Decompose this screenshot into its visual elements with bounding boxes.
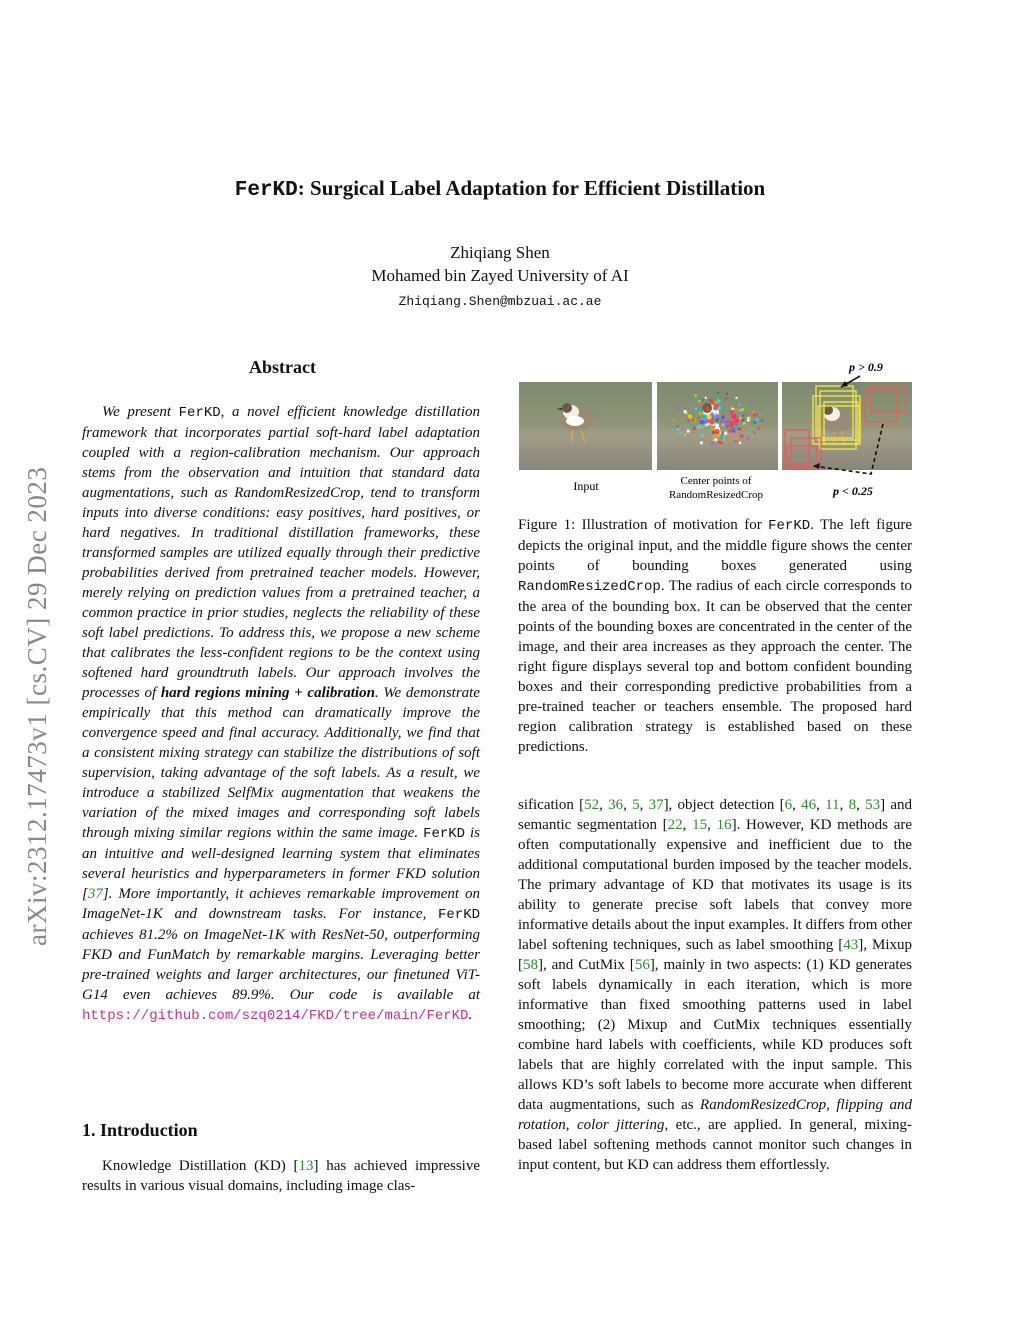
center-point-dot — [716, 395, 719, 398]
center-point-dot — [698, 417, 700, 419]
center-point-dot — [733, 425, 736, 428]
citation-link[interactable]: 11 — [825, 797, 840, 813]
center-point-dot — [700, 441, 703, 444]
section-heading-introduction: 1. Introduction — [82, 1120, 198, 1140]
label-p-low: p < 0.25 — [833, 484, 873, 498]
center-point-dot — [698, 400, 700, 402]
center-point-dot — [702, 405, 705, 408]
italic-term: flipping and rotation — [518, 1097, 913, 1133]
center-point-dot — [739, 442, 742, 445]
citation-link[interactable]: 37 — [87, 886, 103, 902]
citation-link[interactable]: 37 — [648, 797, 664, 813]
center-point-dot — [698, 411, 702, 415]
label-input: Input — [573, 479, 599, 493]
center-point-dot — [673, 426, 676, 429]
center-point-dot — [689, 422, 693, 426]
author-name: Zhiqiang Shen — [450, 243, 550, 262]
center-point-dot — [730, 410, 733, 413]
center-point-dot — [703, 414, 708, 419]
citation-link[interactable]: 36 — [608, 797, 624, 813]
center-point-dot — [743, 422, 746, 425]
center-point-dot — [701, 399, 703, 401]
arxiv-stamp: arXiv:2312.17473v1 [cs.CV] 29 Dec 2023 — [22, 466, 52, 946]
abstract-body: We present FerKD, a novel efficient knowledge distillation framework that incorporates partial soft-hard label adaptation coupled with a region-calibration mechanism. Our approach stems from the observation and intuition that standard data augmentations, such as RandomResizedCrop, tend to transform inputs into diverse conditions: easy positives, hard positives, or hard negatives. In traditional distillation frameworks, these transformed samples are utilized equally through their predictive probabilities derived from pretrained teacher models. However, merely relying on prediction values from a pretrained teacher, a common practice in prior studies, neglects the reliability of these soft label predictions. To address this, we propose a new scheme that calibrates the less-confident regions to be the context using softened hard groundtruth labels. Our approach involves the processes of hard regions mining + calibration. We demonstrate empirically that this method can dramatically improve the convergence speed and final accuracy. Additionally, we find that a consistent mixing strategy can stabilize the distributions of soft supervision, taking advantage of the soft labels. As a result, we introduce a stabilized SelfMix augmentation that weakens the variation of the mixed images and corresponding soft labels through mixing similar regions within the same image. FerKD is an intuitive and well-designed learning system that eliminates several heuristics and hyperparameters in former FKD solution [37]. More importantly, it achieves remarkable improvement on ImageNet-1K and downstream tasks. For instance, FerKD achieves 81.2% on ImageNet-1K with ResNet-50, outperforming FKD and FunMatch by remarkable margins. Leveraging better pre-trained weights and larger architectures, our finetuned ViT-G14 even achieves 89.9%. Our code is available at https://github.com/szq0214/FKD/tree/main/FerKD. — [82, 404, 481, 1024]
center-point-dot — [693, 423, 696, 426]
figure-1 — [515, 358, 915, 508]
citation-link[interactable]: 13 — [298, 1158, 314, 1174]
center-point-dot — [687, 430, 690, 433]
center-point-dot — [756, 418, 759, 421]
citation-link[interactable]: 8 — [848, 797, 857, 813]
center-point-dot — [701, 409, 704, 412]
center-point-dot — [717, 392, 720, 395]
center-point-dot — [705, 397, 707, 399]
citation-link[interactable]: 22 — [667, 817, 683, 833]
center-point-dot — [721, 407, 725, 411]
center-point-dot — [741, 408, 744, 411]
citation-link[interactable]: 6 — [784, 797, 793, 813]
code-term: RandomResizedCrop — [518, 579, 661, 595]
emphasis-text: hard regions mining + calibration — [160, 685, 375, 701]
center-point-dot — [742, 415, 744, 417]
center-point-dot — [740, 434, 743, 437]
center-point-dot — [735, 422, 739, 426]
center-point-dot — [705, 407, 710, 412]
center-point-dot — [705, 419, 709, 423]
center-point-dot — [757, 427, 760, 430]
center-point-dot — [735, 397, 737, 399]
center-point-dot — [731, 437, 734, 440]
center-point-dot — [734, 440, 737, 443]
center-point-dot — [747, 419, 750, 422]
center-point-dot — [738, 404, 740, 406]
center-point-dot — [707, 414, 712, 419]
center-points-panel — [657, 382, 778, 470]
center-point-dot — [722, 398, 725, 401]
center-point-dot — [714, 438, 717, 441]
code-term: FerKD — [423, 826, 466, 842]
center-point-dot — [692, 413, 695, 416]
center-point-dot — [710, 399, 714, 403]
paper-title — [0, 176, 1000, 202]
center-point-dot — [726, 393, 729, 396]
citation-link[interactable]: 43 — [843, 937, 859, 953]
center-point-dot — [677, 407, 679, 409]
center-point-dot — [694, 394, 697, 397]
center-point-dot — [711, 412, 714, 415]
confident-boxes-panel — [782, 376, 912, 474]
center-point-dot — [735, 419, 739, 423]
center-point-dot — [683, 410, 686, 413]
citation-link[interactable]: 5 — [632, 797, 640, 813]
center-point-dot — [753, 413, 756, 416]
center-point-dot — [734, 408, 737, 411]
input-image-panel — [519, 382, 652, 470]
center-point-dot — [711, 442, 714, 445]
center-point-dot — [719, 436, 723, 440]
citation-link[interactable]: 15 — [692, 817, 708, 833]
center-point-dot — [700, 420, 705, 425]
center-point-dot — [761, 420, 763, 422]
center-point-dot — [704, 437, 707, 440]
citation-link[interactable]: 53 — [865, 797, 881, 813]
code-term: FerKD — [768, 518, 811, 534]
center-point-dot — [753, 421, 756, 424]
italic-term: RandomResizedCrop — [700, 1097, 827, 1113]
center-point-dot — [757, 413, 760, 416]
intro-paragraph-1: Knowledge Distillation (KD) [13] has achieved impressive results in various visual domains, including image clas- — [82, 1158, 480, 1194]
center-point-dot — [690, 442, 692, 444]
center-point-dot — [724, 432, 728, 436]
center-point-dot — [752, 411, 755, 414]
center-point-dot — [746, 437, 749, 440]
center-point-dot — [721, 412, 725, 416]
center-point-dot — [676, 425, 678, 427]
center-point-dot — [754, 432, 756, 434]
figure-caption: Figure 1: Illustration of motivation for FerKD. The left figure depicts the original input, and the middle figure shows the center points of bounding boxes generated using RandomResizedCrop. The radius of each circle corresponds to the area of the bounding box. It can be observed that the center points of the bounding boxes are concentrated in the center of the image, and their area increases as they approach the center. The right figure displays several top and bottom confident bounding boxes and their corresponding predictive probabilities from a pre-trained teacher or teachers ensemble. The proposed hard region calibration strategy is established based on these predictions. — [518, 517, 912, 755]
citation-link[interactable]: 16 — [716, 817, 732, 833]
center-point-dot — [677, 428, 680, 431]
label-p-high: p > 0.9 — [849, 360, 883, 374]
center-point-dot — [714, 429, 719, 434]
code-term: FerKD — [178, 405, 221, 421]
center-point-dot — [721, 415, 725, 419]
center-point-dot — [717, 399, 721, 403]
author-email[interactable]: Zhiqiang.Shen@mbzuai.ac.ae — [398, 294, 602, 309]
center-point-dot — [731, 407, 734, 410]
center-point-dot — [727, 419, 731, 423]
center-point-dot — [749, 401, 751, 403]
citation-link[interactable]: 46 — [801, 797, 817, 813]
center-point-dot — [679, 432, 682, 435]
label-center-2: RandomResizedCrop — [668, 489, 764, 501]
center-point-dot — [687, 420, 690, 423]
center-point-dot — [738, 409, 741, 412]
center-point-dot — [701, 434, 705, 438]
center-point-dot — [721, 423, 725, 427]
citation-link[interactable]: 56 — [634, 957, 650, 973]
author-affiliation: Mohamed bin Zayed University of AI — [371, 266, 629, 285]
center-point-dot — [694, 397, 697, 400]
center-point-dot — [745, 413, 748, 416]
code-term: FerKD — [437, 907, 480, 923]
code-url-link[interactable]: https://github.com/szq0214/FKD/tree/main/FerKD — [82, 1008, 469, 1024]
center-point-dot — [695, 407, 698, 410]
center-point-dot — [718, 441, 721, 444]
center-point-dot — [724, 397, 727, 400]
label-center-1: Center points of — [680, 475, 752, 487]
abstract-heading: Abstract — [249, 357, 316, 377]
center-point-dot — [684, 434, 686, 436]
center-point-dot — [735, 437, 738, 440]
center-point-dot — [696, 425, 701, 430]
center-point-dot — [713, 407, 715, 409]
center-point-dot — [673, 419, 676, 422]
center-point-dot — [691, 418, 695, 422]
title-code: FerKD — [234, 179, 298, 202]
center-point-dot — [731, 414, 736, 419]
center-point-dot — [688, 414, 692, 418]
center-point-dot — [692, 426, 696, 430]
center-point-dot — [715, 418, 719, 422]
center-point-dot — [710, 427, 714, 431]
italic-term: color jittering — [577, 1117, 665, 1133]
title-text: : Surgical Label Adaptation for Efficient Distillation — [297, 176, 766, 200]
citation-link[interactable]: 58 — [523, 957, 538, 973]
intro-paragraph-2: sification [52, 36, 5, 37], object detection [6, 46, 11, 8, 53] and semantic segmentation [22, 15, 16]. However, KD methods are often computationally expensive and inefficient due to the additional computational burden imposed by the teacher models. The primary advantage of KD that motivates its usage is its ability to generate precise soft labels that convey more informative details about the input examples. It differs from other label softening techniques, such as label smoothing [43], Mixup [58], and CutMix [56], mainly in two aspects: (1) KD generates soft labels dynamically in each iteration, which is more informative than fixed smoothing patterns used in label smoothing; (2) Mixup and CutMix techniques essentially combine hard labels with coefficients, while KD produces soft labels that are highly correlated with the input sample. This allows KD’s soft labels to become more accurate when different data augmentations, such as RandomResizedCrop, flipping and rotation, color jittering, etc., are applied. In general, mixing-based label softening methods cannot monitor such changes in input content, but KD can address them effortlessly. — [518, 797, 913, 1173]
center-point-dot — [728, 427, 732, 431]
center-point-dot — [728, 413, 730, 415]
center-point-dot — [744, 406, 748, 410]
citation-link[interactable]: 52 — [584, 797, 600, 813]
center-point-dot — [738, 428, 740, 430]
center-point-dot — [741, 418, 744, 421]
